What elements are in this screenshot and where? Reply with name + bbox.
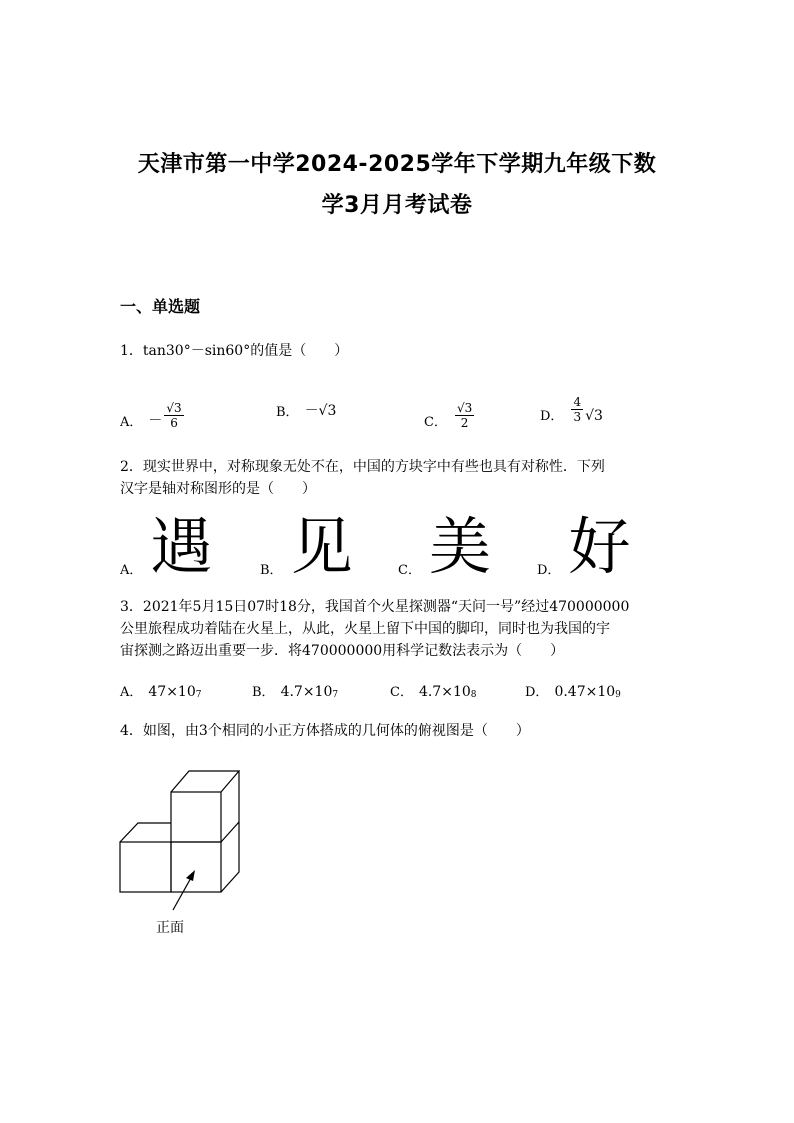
minus-sign: － [148,413,163,429]
option-b[interactable] [252,681,338,700]
fraction-denominator: 3 [573,410,582,424]
cube-front-top [171,792,221,842]
arrow-head [186,870,195,881]
cube-side-edge [221,822,239,842]
option-letter: D． [525,685,549,700]
option-a[interactable] [120,401,186,430]
option-letter: A． [120,685,143,700]
character-glyph: 遇 [150,510,213,583]
option-exponent: 8 [470,690,477,700]
fraction [571,395,583,424]
option-exponent: 7 [195,690,202,700]
fraction-numerator: 4 [573,395,582,409]
title-line-1: 天津市第一中学2024-2025学年下学期九年级下数 [137,152,657,177]
question-2-line-2: 汉字是轴对称图形的是（ ） [120,481,316,497]
option-d[interactable] [540,395,603,424]
cube-front-right [171,842,221,892]
option-letter: C． [398,563,421,578]
question-3-line-2: 公里旅程成功着陆在火星上，从此，火星上留下中国的脚印，同时也为我国的宇 [120,621,610,637]
question-2-options [120,510,680,583]
question-3-options [120,676,680,700]
option-base: 47×10 [148,684,196,700]
option-letter: A． [120,415,143,430]
option-letter: B． [276,405,299,420]
page-title [100,144,694,226]
arrow-line [173,876,192,910]
option-letter: C． [424,415,447,430]
option-value: －√3 [304,403,337,419]
option-exponent: 7 [332,690,339,700]
cube-front-left [120,842,171,892]
question-3-line-3: 宙探测之路迈出重要一步．将470000000用科学记数法表示为（ ） [120,643,565,659]
option-exponent: 9 [615,690,621,700]
option-d[interactable] [537,510,631,583]
fraction-denominator: 2 [460,416,469,430]
question-3-line-1: 3．2021年5月15日07时18分，我国首个火星探测器“天问一号”经过470000000 [120,599,630,615]
option-letter: A． [120,563,143,578]
option-radical: √3 [585,408,603,424]
question-4-stem: 4．如图，由3个相同的小正方体搭成的几何体的俯视图是（ ） [120,723,530,739]
option-b[interactable] [276,400,336,420]
option-letter: C． [390,685,413,700]
title-line-2: 学3月月考试卷 [321,193,473,218]
option-d[interactable] [525,681,621,700]
character-glyph: 见 [290,510,353,583]
fraction-numerator: √3 [456,401,473,415]
option-b[interactable] [260,510,353,583]
option-c[interactable] [390,681,477,700]
cube-top-left [120,823,171,842]
cube-right-side [221,771,239,892]
question-1-stem: 1．tan30°－sin60°的值是（ ） [120,343,349,359]
question-2-line-1: 2．现实世界中，对称现象无处不在，中国的方块字中有些也具有对称性．下列 [120,459,605,475]
cube-top-upper [171,771,239,792]
option-letter: B． [260,563,283,578]
option-a[interactable] [120,681,201,700]
option-base: 4.7×10 [280,684,333,700]
figure-label-front: 正面 [156,920,184,936]
fraction-denominator: 6 [170,416,178,430]
fraction-numerator: √3 [166,401,182,415]
option-letter: D． [540,409,564,424]
option-c[interactable] [424,401,476,430]
fraction [164,401,183,430]
character-glyph: 好 [568,510,631,583]
fraction [455,401,474,430]
option-base: 4.7×10 [418,684,471,700]
question-1-options [120,390,680,430]
option-letter: D． [537,563,561,578]
option-a[interactable] [120,510,213,583]
option-letter: B． [252,685,275,700]
question-3-stem [120,596,680,662]
option-base: 0.47×10 [554,684,616,700]
section-heading: 一、单选题 [120,297,201,316]
option-c[interactable] [398,510,491,583]
question-2-stem [120,456,680,500]
character-glyph: 美 [428,510,491,583]
